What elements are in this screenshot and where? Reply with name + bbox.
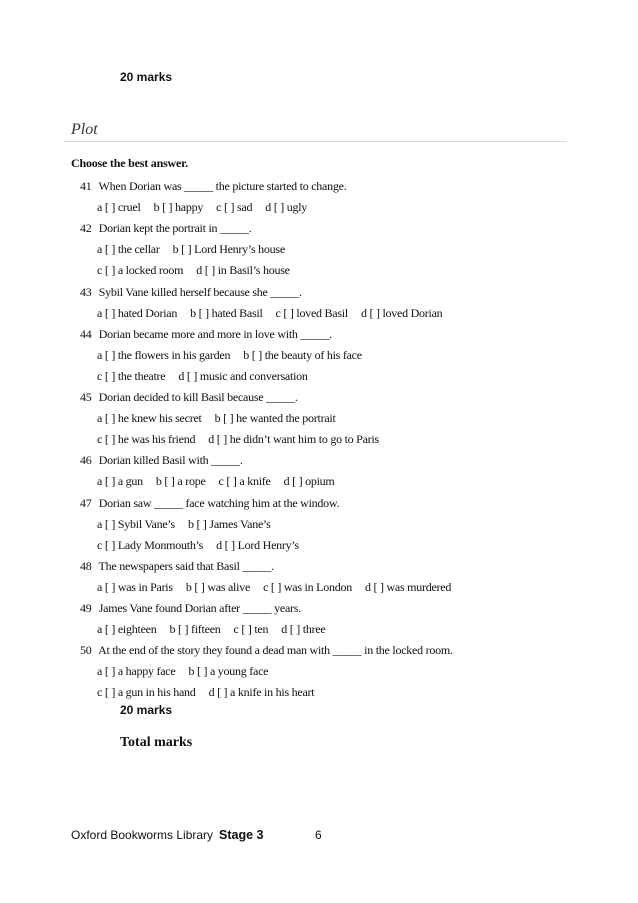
answer-option[interactable]: d [ ] ugly (265, 200, 308, 215)
question-number: 47 (80, 495, 92, 510)
question-line (80, 326, 332, 342)
answer-option[interactable]: a [ ] Sybil Vane’s (97, 516, 175, 531)
footer (71, 828, 264, 842)
option-row (97, 663, 281, 679)
answer-option[interactable]: d [ ] loved Dorian (360, 305, 443, 320)
question-line (80, 600, 301, 616)
answer-option[interactable]: d [ ] was murdered (364, 579, 452, 594)
question-number: 46 (80, 453, 92, 468)
answer-option[interactable]: b [ ] hated Basil (190, 305, 263, 320)
option-row (97, 347, 375, 363)
question-number: 41 (80, 179, 92, 193)
answer-option[interactable]: c [ ] loved Basil (275, 305, 348, 320)
question-line (80, 452, 243, 468)
question-text: James Vane found Dorian after _____ years. (98, 601, 301, 615)
option-row (97, 368, 321, 384)
question-text: The newspapers said that Basil _____. (98, 558, 274, 573)
option-row (97, 621, 339, 637)
series-name: Oxford Bookworms Library (71, 828, 214, 842)
question-line (80, 220, 252, 236)
question-text: When Dorian was _____ the picture started to change. (98, 179, 347, 193)
question-number: 42 (80, 221, 92, 236)
page-number: 6 (315, 828, 322, 842)
answer-option[interactable]: a [ ] the flowers in his garden (97, 347, 231, 362)
question-number: 50 (80, 643, 92, 658)
answer-option[interactable]: b [ ] was alive (185, 579, 251, 594)
answer-option[interactable]: d [ ] in Basil’s house (196, 263, 290, 278)
answer-option[interactable]: a [ ] a happy face (97, 664, 176, 679)
option-row (97, 199, 320, 215)
answer-option[interactable]: d [ ] a knife in his heart (208, 685, 315, 700)
answer-option[interactable]: b [ ] a young face (188, 664, 269, 679)
question-number: 44 (80, 326, 92, 341)
section-divider (64, 141, 567, 142)
answer-option[interactable]: b [ ] James Vane’s (187, 516, 271, 531)
answer-option[interactable]: a [ ] hated Dorian (97, 305, 178, 320)
answer-option[interactable]: d [ ] music and conversation (178, 368, 308, 383)
marks-label-bottom: 20 marks (120, 703, 173, 717)
answer-option[interactable]: c [ ] ten (233, 622, 269, 637)
question-text: Dorian saw _____ face watching him at the window. (98, 495, 340, 510)
answer-option[interactable]: a [ ] eighteen (97, 622, 157, 637)
answer-option[interactable]: a [ ] the cellar (97, 242, 160, 257)
answer-option[interactable]: c [ ] was in London (263, 579, 352, 594)
answer-option[interactable]: c [ ] the theatre (97, 368, 166, 383)
answer-option[interactable]: b [ ] Lord Henry’s house (172, 242, 285, 257)
option-row (97, 262, 303, 278)
question-line (80, 284, 302, 300)
question-line (80, 178, 346, 194)
answer-option[interactable]: b [ ] he wanted the portrait (214, 411, 336, 426)
marks-label-top: 20 marks (120, 70, 173, 84)
instructions: Choose the best answer. (71, 156, 188, 170)
question-number: 49 (80, 601, 92, 615)
question-number: 45 (80, 390, 92, 404)
question-text: Dorian decided to kill Basil because _____. (98, 390, 298, 404)
answer-option[interactable]: c [ ] he was his friend (97, 432, 196, 447)
answer-option[interactable]: d [ ] he didn’t want him to go to Paris (208, 432, 379, 447)
option-row (97, 241, 298, 257)
option-row (97, 579, 464, 595)
stage-label: Stage 3 (219, 828, 264, 842)
answer-option[interactable]: d [ ] Lord Henry’s (216, 537, 299, 552)
question-number: 48 (80, 558, 92, 573)
question-text: Dorian became more and more in love with _____. (98, 326, 332, 341)
option-row (97, 410, 349, 426)
option-row (97, 473, 348, 489)
answer-option[interactable]: b [ ] fifteen (169, 622, 221, 637)
question-line (80, 389, 298, 405)
option-row (97, 431, 392, 447)
question-number: 43 (80, 284, 92, 299)
answer-option[interactable]: b [ ] the beauty of his face (243, 347, 362, 362)
question-text: Sybil Vane killed herself because she _____. (98, 284, 302, 299)
answer-option[interactable]: c [ ] sad (216, 200, 253, 215)
answer-option[interactable]: b [ ] happy (153, 200, 204, 215)
option-row (97, 684, 327, 700)
answer-option[interactable]: d [ ] three (281, 622, 326, 637)
answer-option[interactable]: a [ ] a gun (97, 474, 143, 489)
option-row (97, 516, 284, 532)
question-line (80, 495, 339, 511)
section-title: Plot (71, 121, 98, 138)
option-row (97, 537, 312, 553)
question-text: Dorian killed Basil with _____. (98, 453, 243, 468)
total-marks-label: Total marks (120, 735, 193, 750)
answer-option[interactable]: a [ ] was in Paris (97, 579, 173, 594)
answer-option[interactable]: c [ ] a locked room (97, 263, 184, 278)
option-row (97, 305, 455, 321)
answer-option[interactable]: c [ ] a gun in his hand (97, 685, 196, 700)
answer-option[interactable]: b [ ] a rope (155, 474, 206, 489)
question-line (80, 558, 274, 574)
answer-option[interactable]: c [ ] Lady Monmouth’s (97, 537, 204, 552)
question-text: Dorian kept the portrait in _____. (98, 221, 252, 236)
question-text: At the end of the story they found a dead man with _____ in the locked room. (98, 643, 453, 658)
answer-option[interactable]: c [ ] a knife (218, 474, 271, 489)
answer-option[interactable]: a [ ] he knew his secret (97, 411, 202, 426)
question-line (80, 642, 453, 658)
answer-option[interactable]: d [ ] opium (283, 474, 335, 489)
answer-option[interactable]: a [ ] cruel (97, 200, 141, 215)
